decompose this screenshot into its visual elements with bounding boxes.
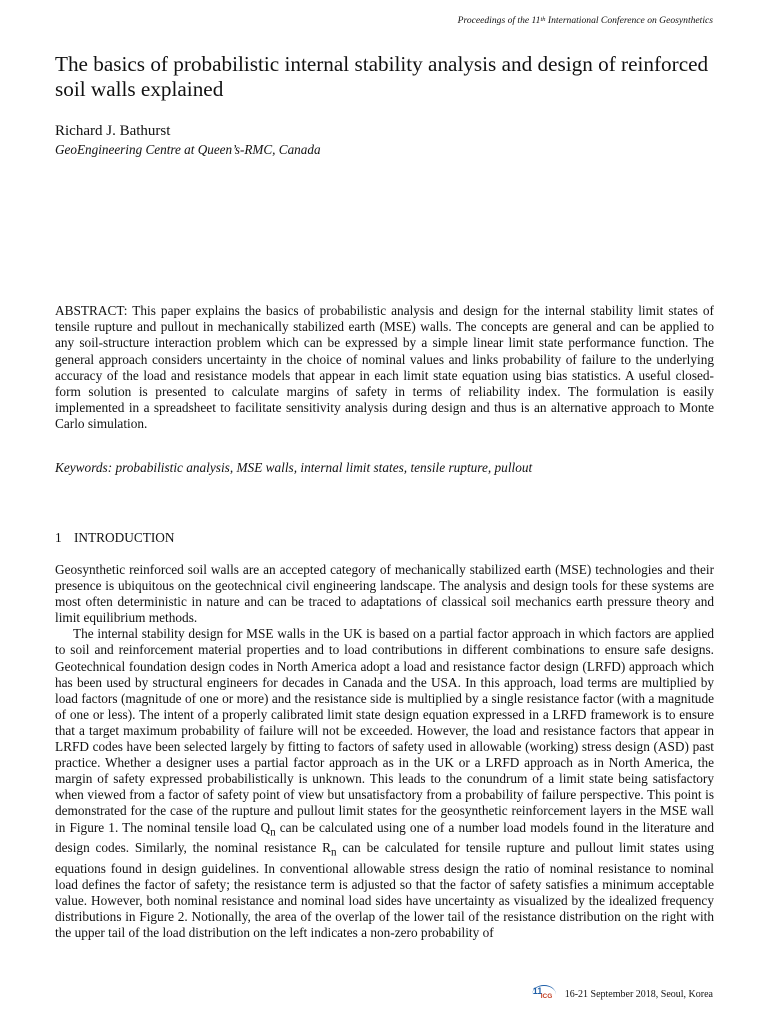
subscript: n — [270, 826, 276, 839]
running-head-post: International Conference on Geosynthetics — [545, 15, 713, 26]
paragraph-text: can be calculated using one of a number load models found in the literature and design codes. Similarly, the nominal resistance R — [55, 819, 714, 856]
logo-text: ICG — [540, 993, 553, 1000]
section-number: 1 — [55, 530, 62, 545]
paragraph-text: The internal stability design for MSE walls in the UK is based on a partial factor approach in which factors are applied to soil and reinforcement material properties and to load contributions in different combinations to ensure safe designs. Geotechnical foundation design codes in North America adopt a load and resistance factor design (LRFD) approach which has been used by structural engineers for decades in Canada and the USA. In this approach, load terms are multiplied by load factors (magnitude of one or more) and the resistance side is multiplied by a single resistance factor (with a magnitude of one or less). The intent of a properly calibrated limit state design equation expressed in a LRFD framework is to ensure that a target maximum probability of failure will not be exceeded. However, the load and resistance factors that appear in LRFD codes have been selected largely by fitting to factors of safety used in allowable (working) stress design (ASD) past practice. Whether a designer uses a partial factor approach as in the UK or a LRFD approach as in North America, the margin of safety expressed probabilistically is unknown. This leads to the conundrum of a limit state being satisfactory when viewed from a factor of safety point of view but unsatisfactory from a probability of failure perspective. This point is demonstrated for the case of the rupture and pullout limit states for the geosynthetic reinforcement layers in the MSE wall in Figure 1. The nominal tensile load Q — [55, 626, 714, 835]
footer-text: 16-21 September 2018, Seoul, Korea — [564, 988, 713, 1000]
paragraph-text: can be calculated for tensile rupture and pullout limit states using equations found in design guidelines. In conventional allowable stress design the ratio of nominal resistance to nominal load defines the factor of safety; the resistance term is adjusted so that the factor of safety satisfies a minimum acceptable value. However, both nominal resistance and nominal load sides have uncertainty as visualized by the idealized frequency distributions in Figure 2. Notionally, the area of the overlap of the lower tail of the resistance distribution on the right with the upper tail of the load distribution on the left indicates a non-zero probability of — [55, 840, 714, 941]
running-head — [113, 15, 713, 27]
paragraph — [55, 626, 714, 941]
abstract: ABSTRACT: This paper explains the basics of probabilistic analysis and design for the internal stability limit states of tensile rupture and pullout in mechanically stabilized earth (MSE) walls. The concepts are general and can be applied to any soil-structure interaction problem which can be expressed by a simple linear limit state performance function. The general approach considers uncertainty in the choice of nominal values and links probability of failure to the underlying accuracy of the load and resistance models that appear in each limit state equation using bias statistics. A useful closed-form solution is presented to calculate margins of safety in terms of reliability index. The formulation is easily implemented in a spreadsheet to facilitate sensitivity analysis during design and thus is an alternative approach to Monte Carlo simulation. — [55, 303, 714, 432]
author-affiliation: GeoEngineering Centre at Queen’s-RMC, Canada — [55, 142, 321, 157]
conference-logo — [531, 985, 559, 1003]
subscript: n — [331, 846, 337, 859]
section-body — [55, 562, 714, 941]
logo-number: 11 — [532, 986, 543, 996]
section-heading — [55, 530, 174, 546]
paper-title: The basics of probabilistic internal stability analysis and design of reinforced soil walls explained — [55, 52, 709, 101]
section-title: INTRODUCTION — [74, 530, 175, 545]
running-head-pre: Proceedings of the 11 — [457, 15, 541, 26]
keywords: Keywords: probabilistic analysis, MSE walls, internal limit states, tensile rupture, pullout — [55, 460, 533, 475]
paragraph: Geosynthetic reinforced soil walls are an accepted category of mechanically stabilized earth (MSE) technologies and their presence is ubiquitous on the geotechnical civil engineering landscape. The analysis and design tools for these systems are most often deterministic in nature and can be traced to adaptations of classical soil mechanics earth pressure theory and limit equilibrium methods. — [55, 562, 714, 626]
page-footer — [531, 984, 713, 1004]
running-head-superscript: th — [540, 16, 546, 23]
author-name: Richard J. Bathurst — [55, 123, 171, 139]
